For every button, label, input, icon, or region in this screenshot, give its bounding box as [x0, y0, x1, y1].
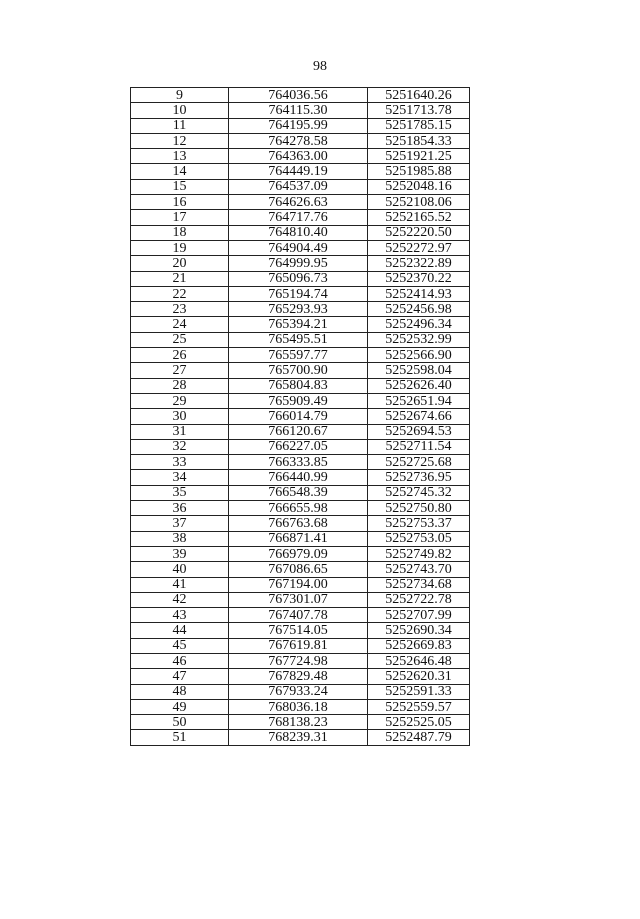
y-coordinate-cell: 5252651.94: [368, 393, 470, 408]
point-number-cell: 11: [131, 118, 229, 133]
table-row: [131, 455, 470, 470]
point-number-cell: 35: [131, 485, 229, 500]
y-coordinate-cell: 5251785.15: [368, 118, 470, 133]
table-row: [131, 195, 470, 210]
x-coordinate-cell: 765495.51: [229, 332, 368, 347]
point-number-cell: 20: [131, 256, 229, 271]
table-row: [131, 332, 470, 347]
point-number-cell: 51: [131, 730, 229, 745]
x-coordinate-cell: 764449.19: [229, 164, 368, 179]
point-number-cell: 46: [131, 653, 229, 668]
y-coordinate-cell: 5251713.78: [368, 103, 470, 118]
y-coordinate-cell: 5251640.26: [368, 88, 470, 103]
table-row: [131, 210, 470, 225]
y-coordinate-cell: 5252414.93: [368, 286, 470, 301]
y-coordinate-cell: 5252749.82: [368, 546, 470, 561]
table-row: [131, 317, 470, 332]
x-coordinate-cell: 765293.93: [229, 302, 368, 317]
table-row: [131, 103, 470, 118]
table-row: [131, 592, 470, 607]
x-coordinate-cell: 767301.07: [229, 592, 368, 607]
point-number-cell: 41: [131, 577, 229, 592]
table-row: [131, 638, 470, 653]
x-coordinate-cell: 765700.90: [229, 363, 368, 378]
table-row: [131, 240, 470, 255]
point-number-cell: 32: [131, 439, 229, 454]
point-number-cell: 48: [131, 684, 229, 699]
x-coordinate-cell: 765804.83: [229, 378, 368, 393]
x-coordinate-cell: 764036.56: [229, 88, 368, 103]
y-coordinate-cell: 5252598.04: [368, 363, 470, 378]
x-coordinate-cell: 764537.09: [229, 179, 368, 194]
y-coordinate-cell: 5252734.68: [368, 577, 470, 592]
table-row: [131, 118, 470, 133]
table-row: [131, 302, 470, 317]
y-coordinate-cell: 5252707.99: [368, 608, 470, 623]
point-number-cell: 23: [131, 302, 229, 317]
table-row: [131, 271, 470, 286]
y-coordinate-cell: 5252532.99: [368, 332, 470, 347]
table-row: [131, 149, 470, 164]
x-coordinate-cell: 765194.74: [229, 286, 368, 301]
y-coordinate-cell: 5252711.54: [368, 439, 470, 454]
table-row: [131, 424, 470, 439]
table-row: [131, 669, 470, 684]
x-coordinate-cell: 767724.98: [229, 653, 368, 668]
x-coordinate-cell: 766763.68: [229, 516, 368, 531]
table-row: [131, 546, 470, 561]
coordinate-table-body: [131, 88, 470, 746]
y-coordinate-cell: 5252669.83: [368, 638, 470, 653]
x-coordinate-cell: 768239.31: [229, 730, 368, 745]
table-row: [131, 348, 470, 363]
x-coordinate-cell: 767514.05: [229, 623, 368, 638]
point-number-cell: 27: [131, 363, 229, 378]
x-coordinate-cell: 766440.99: [229, 470, 368, 485]
point-number-cell: 14: [131, 164, 229, 179]
x-coordinate-cell: 764810.40: [229, 225, 368, 240]
point-number-cell: 26: [131, 348, 229, 363]
y-coordinate-cell: 5252725.68: [368, 455, 470, 470]
table-row: [131, 516, 470, 531]
y-coordinate-cell: 5252722.78: [368, 592, 470, 607]
y-coordinate-cell: 5252736.95: [368, 470, 470, 485]
point-number-cell: 29: [131, 393, 229, 408]
table-row: [131, 501, 470, 516]
x-coordinate-cell: 764363.00: [229, 149, 368, 164]
table-row: [131, 623, 470, 638]
point-number-cell: 50: [131, 715, 229, 730]
y-coordinate-cell: 5251985.88: [368, 164, 470, 179]
point-number-cell: 34: [131, 470, 229, 485]
x-coordinate-cell: 764999.95: [229, 256, 368, 271]
x-coordinate-cell: 766014.79: [229, 409, 368, 424]
point-number-cell: 45: [131, 638, 229, 653]
x-coordinate-cell: 765909.49: [229, 393, 368, 408]
table-row: [131, 562, 470, 577]
point-number-cell: 42: [131, 592, 229, 607]
point-number-cell: 33: [131, 455, 229, 470]
y-coordinate-cell: 5252322.89: [368, 256, 470, 271]
x-coordinate-cell: 767194.00: [229, 577, 368, 592]
y-coordinate-cell: 5252456.98: [368, 302, 470, 317]
y-coordinate-cell: 5252220.50: [368, 225, 470, 240]
table-row: [131, 485, 470, 500]
y-coordinate-cell: 5252591.33: [368, 684, 470, 699]
point-number-cell: 13: [131, 149, 229, 164]
table-row: [131, 286, 470, 301]
x-coordinate-cell: 768138.23: [229, 715, 368, 730]
x-coordinate-cell: 767619.81: [229, 638, 368, 653]
y-coordinate-cell: 5252566.90: [368, 348, 470, 363]
y-coordinate-cell: 5252753.05: [368, 531, 470, 546]
x-coordinate-cell: 766655.98: [229, 501, 368, 516]
x-coordinate-cell: 767829.48: [229, 669, 368, 684]
x-coordinate-cell: 764195.99: [229, 118, 368, 133]
point-number-cell: 9: [131, 88, 229, 103]
table-row: [131, 715, 470, 730]
table-row: [131, 88, 470, 103]
x-coordinate-cell: 764904.49: [229, 240, 368, 255]
y-coordinate-cell: 5252753.37: [368, 516, 470, 531]
y-coordinate-cell: 5252496.34: [368, 317, 470, 332]
y-coordinate-cell: 5252750.80: [368, 501, 470, 516]
y-coordinate-cell: 5251921.25: [368, 149, 470, 164]
x-coordinate-cell: 766979.09: [229, 546, 368, 561]
point-number-cell: 28: [131, 378, 229, 393]
x-coordinate-cell: 766871.41: [229, 531, 368, 546]
y-coordinate-cell: 5252272.97: [368, 240, 470, 255]
table-row: [131, 699, 470, 714]
table-row: [131, 393, 470, 408]
x-coordinate-cell: 766120.67: [229, 424, 368, 439]
point-number-cell: 15: [131, 179, 229, 194]
y-coordinate-cell: 5252620.31: [368, 669, 470, 684]
point-number-cell: 22: [131, 286, 229, 301]
point-number-cell: 21: [131, 271, 229, 286]
table-row: [131, 133, 470, 148]
x-coordinate-cell: 765394.21: [229, 317, 368, 332]
point-number-cell: 25: [131, 332, 229, 347]
table-row: [131, 653, 470, 668]
table-row: [131, 577, 470, 592]
point-number-cell: 24: [131, 317, 229, 332]
point-number-cell: 39: [131, 546, 229, 561]
table-row: [131, 179, 470, 194]
x-coordinate-cell: 767407.78: [229, 608, 368, 623]
point-number-cell: 19: [131, 240, 229, 255]
y-coordinate-cell: 5252108.06: [368, 195, 470, 210]
y-coordinate-cell: 5252487.79: [368, 730, 470, 745]
table-row: [131, 363, 470, 378]
x-coordinate-cell: 768036.18: [229, 699, 368, 714]
y-coordinate-cell: 5252048.16: [368, 179, 470, 194]
y-coordinate-cell: 5252745.32: [368, 485, 470, 500]
point-number-cell: 43: [131, 608, 229, 623]
table-row: [131, 439, 470, 454]
point-number-cell: 40: [131, 562, 229, 577]
x-coordinate-cell: 764115.30: [229, 103, 368, 118]
y-coordinate-cell: 5252743.70: [368, 562, 470, 577]
point-number-cell: 30: [131, 409, 229, 424]
y-coordinate-cell: 5252690.34: [368, 623, 470, 638]
y-coordinate-cell: 5252694.53: [368, 424, 470, 439]
x-coordinate-cell: 766548.39: [229, 485, 368, 500]
x-coordinate-cell: 764717.76: [229, 210, 368, 225]
point-number-cell: 44: [131, 623, 229, 638]
point-number-cell: 37: [131, 516, 229, 531]
point-number-cell: 47: [131, 669, 229, 684]
table-row: [131, 608, 470, 623]
point-number-cell: 38: [131, 531, 229, 546]
point-number-cell: 12: [131, 133, 229, 148]
x-coordinate-cell: 767086.65: [229, 562, 368, 577]
coordinate-table: [130, 87, 470, 746]
point-number-cell: 10: [131, 103, 229, 118]
point-number-cell: 17: [131, 210, 229, 225]
y-coordinate-cell: 5252626.40: [368, 378, 470, 393]
table-row: [131, 225, 470, 240]
point-number-cell: 31: [131, 424, 229, 439]
x-coordinate-cell: 766227.05: [229, 439, 368, 454]
x-coordinate-cell: 766333.85: [229, 455, 368, 470]
table-row: [131, 409, 470, 424]
y-coordinate-cell: 5252525.05: [368, 715, 470, 730]
x-coordinate-cell: 765096.73: [229, 271, 368, 286]
y-coordinate-cell: 5252165.52: [368, 210, 470, 225]
y-coordinate-cell: 5252674.66: [368, 409, 470, 424]
y-coordinate-cell: 5251854.33: [368, 133, 470, 148]
table-row: [131, 378, 470, 393]
table-row: [131, 531, 470, 546]
table-row: [131, 256, 470, 271]
y-coordinate-cell: 5252559.57: [368, 699, 470, 714]
y-coordinate-cell: 5252646.48: [368, 653, 470, 668]
y-coordinate-cell: 5252370.22: [368, 271, 470, 286]
point-number-cell: 49: [131, 699, 229, 714]
point-number-cell: 16: [131, 195, 229, 210]
table-row: [131, 684, 470, 699]
page-number: 98: [313, 59, 327, 74]
x-coordinate-cell: 764626.63: [229, 195, 368, 210]
x-coordinate-cell: 767933.24: [229, 684, 368, 699]
table-row: [131, 164, 470, 179]
x-coordinate-cell: 764278.58: [229, 133, 368, 148]
table-row: [131, 730, 470, 745]
point-number-cell: 36: [131, 501, 229, 516]
table-row: [131, 470, 470, 485]
point-number-cell: 18: [131, 225, 229, 240]
x-coordinate-cell: 765597.77: [229, 348, 368, 363]
